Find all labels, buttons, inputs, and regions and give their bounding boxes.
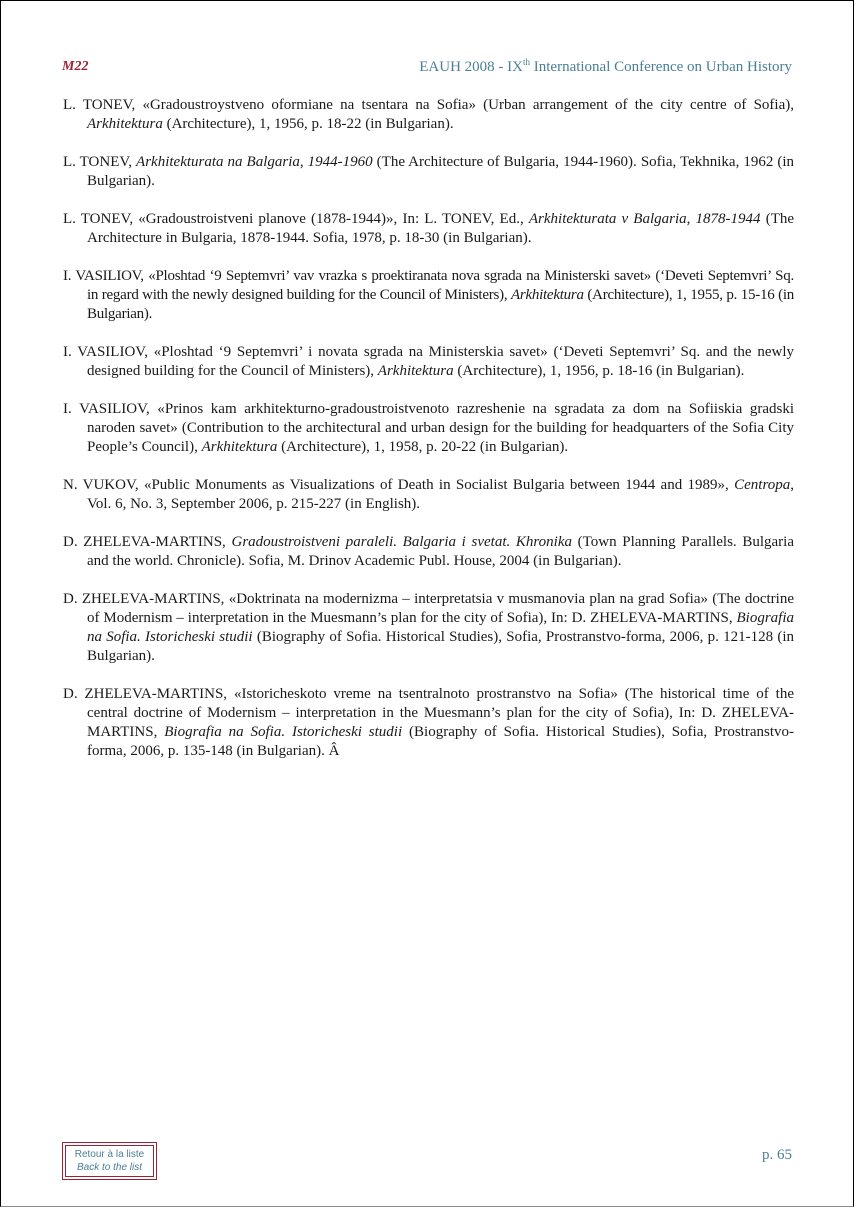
- reference-item: [63, 210, 794, 248]
- ref-text: L. TONEV, «Gradoustroistveni planove (1878-1944)», In: L. TONEV, Ed.,: [63, 211, 529, 227]
- ref-italic-title: Arkhitekturata v Balgaria, 1878-1944: [528, 211, 761, 227]
- ref-italic-title: Arkhitektura: [201, 439, 278, 455]
- ref-text: L. TONEV,: [63, 154, 137, 170]
- ref-text: L. TONEV, «Gradoustroystveno oformiane na tsentara na Sofia» (Urban arrangement of the city centre of Sofia),: [63, 97, 794, 113]
- ref-text: D. ZHELEVA-MARTINS, «Istoricheskoto vreme na tsentralnoto prostranstvo na Sofia» (The historical time of the central doctrine of Modernism – interpretation in the Muesmann’s plan for the city of Sofia), In: D. ZHELEVA-MARTINS,: [63, 686, 794, 740]
- ref-text: I. VASILIOV, «Prinos kam arkhitekturno-gradoustroistvenoto razreshenie na sgradata za dom na Sofiiskia gradski naroden savet» (Contribution to the architectural and urban design for the building for headquarters of the Sofia City People’s Council),: [63, 401, 794, 455]
- conference-title-start: EAUH 2008 - IX: [419, 59, 523, 75]
- ref-text: D. ZHELEVA-MARTINS, «Doktrinata na modernizma – interpretatsia v musmanovia plan na grad Sofia» (The doctrine of Modernism – interpretation in the Muesmann’s plan for the city of Sofia), In: D. ZHELEVA-MARTINS,: [63, 591, 794, 626]
- reference-item: [63, 343, 794, 381]
- conference-title-end: International Conference on Urban History: [530, 59, 792, 75]
- reference-item: [63, 153, 794, 191]
- back-to-list-button[interactable]: [62, 1142, 157, 1180]
- reference-item: [63, 96, 794, 134]
- ref-text: I. VASILIOV, «Ploshtad ‘9 Septemvri’ i novata sgrada na Ministerskia savet» (‘Deveti Septemvri’ Sq. and the newly designed building for the Council of Ministers),: [63, 344, 794, 379]
- reference-list: [63, 96, 794, 780]
- back-to-list-label-en: Back to the list: [76, 1162, 143, 1173]
- conference-title-superscript: th: [522, 57, 530, 67]
- ref-text: (Town Planning Parallels. Bulgaria and the world. Chronicle). Sofia, M. Drinov Academic Publ. House, 2004 (in Bulgarian).: [87, 534, 794, 569]
- ref-text: (The Architecture in Bulgaria, 1878-1944. Sofia, 1978, p. 18-30 (in Bulgarian).: [87, 211, 795, 246]
- ref-text: (Architecture), 1, 1958, p. 20-22 (in Bulgarian).: [277, 439, 569, 455]
- reference-item: [63, 533, 794, 571]
- ref-text: I. VASILIOV, «Ploshtad ‘9 Septemvri’ vav vrazka s proektiranata nova sgrada na Ministerski savet» (‘Deveti Septemvri’ Sq. in regard with the newly designed building for the Council of Ministers),: [63, 268, 794, 303]
- back-to-list-button-frame: [65, 1145, 154, 1177]
- ref-italic-title: Gradoustroistveni paraleli. Balgaria i svetat. Khronika: [231, 534, 573, 550]
- reference-item: [63, 267, 794, 324]
- section-code: M22: [62, 59, 89, 74]
- reference-item: [63, 400, 794, 457]
- back-to-list-label-fr: Retour à la liste: [74, 1149, 145, 1160]
- ref-text: (Architecture), 1, 1955, p. 15-16 (in Bulgarian).: [87, 287, 794, 322]
- page-number: p. 65: [762, 1147, 792, 1163]
- reference-item: [63, 476, 794, 514]
- ref-text: (Biography of Sofia. Historical Studies), Sofia, Prostranstvo-forma, 2006, p. 121-128 (in Bulgarian).: [87, 629, 794, 664]
- ref-italic-title: Centropa: [734, 477, 791, 493]
- conference-title: [419, 59, 792, 76]
- ref-text: (Architecture), 1, 1956, p. 18-16 (in Bulgarian).: [453, 363, 745, 379]
- ref-italic-title: Arkhitektura: [87, 116, 163, 132]
- ref-italic-title: Arkhitektura: [510, 287, 584, 303]
- reference-item: [63, 590, 794, 666]
- ref-text: , Vol. 6, No. 3, September 2006, p. 215-227 (in English).: [87, 477, 794, 512]
- ref-text: (The Architecture of Bulgaria, 1944-1960). Sofia, Tekhnika, 1962 (in Bulgarian).: [87, 154, 795, 189]
- ref-text: (Biography of Sofia. Historical Studies), Sofia, Prostranstvo-forma, 2006, p. 135-148 (in Bulgarian). Â: [87, 724, 794, 759]
- ref-italic-title: Biografia na Sofia. Istoricheski studii: [164, 724, 403, 740]
- ref-text: (Architecture), 1, 1956, p. 18-22 (in Bulgarian).: [162, 116, 454, 132]
- ref-italic-title: Arkhitekturata na Balgaria, 1944-1960: [136, 154, 373, 170]
- reference-item: [63, 685, 794, 761]
- ref-text: N. VUKOV, «Public Monuments as Visualizations of Death in Socialist Bulgaria between 1944 and 1989»,: [63, 477, 735, 493]
- ref-italic-title: Arkhitektura: [377, 363, 454, 379]
- ref-text: D. ZHELEVA-MARTINS,: [63, 534, 232, 550]
- ref-italic-title: Biografia na Sofia. Istoricheski studii: [87, 610, 794, 645]
